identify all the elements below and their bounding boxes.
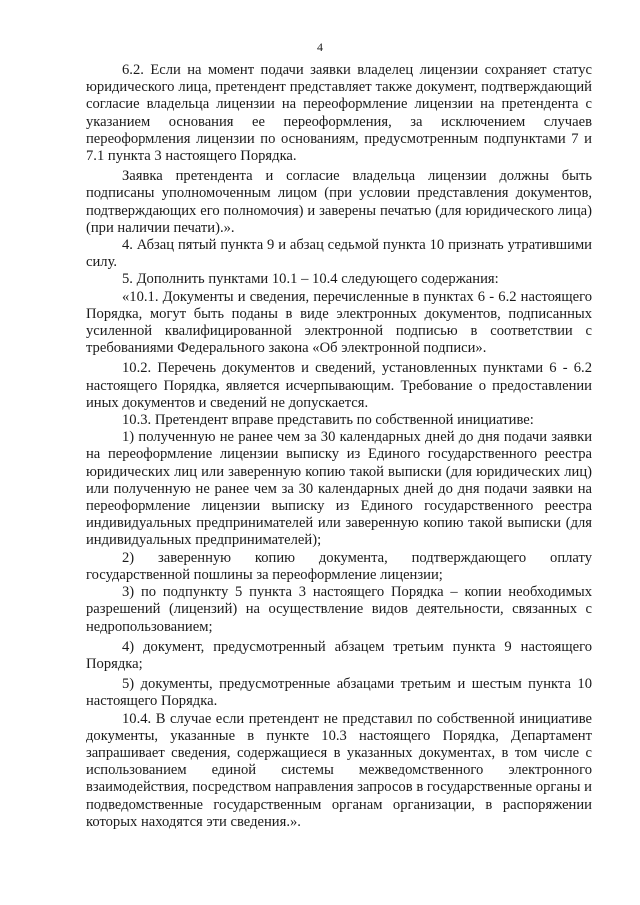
paragraph: «10.1. Документы и сведения, перечисленные в пунктах 6 - 6.2 настоящего Порядка, могут быть поданы в виде электронных документов, подписанных усиленной квалифицированной электронной подписью в соответствии с требованиями Федерального закона «Об электронной подписи». [86, 288, 592, 357]
list-item: 1) полученную не ранее чем за 30 календарных дней до дня подачи заявки на переоформление лицензии выписку из Единого государственного реестра юридических лиц или заверенную копию такой выписки (для юридических лиц) или полученную не ранее чем за 30 календарных дней до дня подачи заявки на переоформление лицензии выписку из Единого государственного реестра индивидуальных предпринимателей или заверенную копию такой выписки (для индивидуальных предпринимателей); [86, 429, 592, 549]
page-number: 4 [317, 40, 323, 54]
list-item: 2) заверенную копию документа, подтверждающего оплату государственной пошлины за переоформление лицензии; [86, 549, 592, 583]
paragraph: Заявка претендента и согласие владельца лицензии должны быть подписаны уполномоченным лицом (при условии представления документов, подтверждающих его полномочия) и заверены печатью (для юридического лица) (при наличии печати).». [86, 168, 592, 236]
list-item: 4) документ, предусмотренный абзацем третьим пункта 9 настоящего Порядка; [86, 638, 592, 672]
paragraph: 5. Дополнить пунктами 10.1 – 10.4 следующего содержания: [122, 271, 499, 288]
list-item: 5) документы, предусмотренные абзацами третьим и шестым пункта 10 настоящего Порядка. [86, 676, 592, 710]
list-item: 3) по подпункту 5 пункта 3 настоящего Порядка – копии необходимых разрешений (лицензий) на осуществление видов деятельности, связанных с недропользованием; [86, 584, 592, 635]
paragraph: 4. Абзац пятый пункта 9 и абзац седьмой пункта 10 признать утратившими силу. [86, 237, 592, 271]
paragraph: 10.4. В случае если претендент не представил по собственной инициативе документы, указанные в пункте 10.3 настоящего Порядка, Департамент запрашивает сведения, содержащиеся в указанных документах, в том числе с использованием единой системы межведомственного электронного взаимодействия, посредством направления запросов в государственные органы и подведомственные государственным органам организации, в распоряжении которых находятся эти сведения.». [86, 710, 592, 830]
paragraph: 10.2. Перечень документов и сведений, установленных пунктами 6 - 6.2 настоящего Порядка, является исчерпывающим. Требование о предоставлении иных документов и сведений не допускается. [86, 360, 592, 411]
document-body [86, 62, 592, 831]
paragraph: 6.2. Если на момент подачи заявки владелец лицензии сохраняет статус юридического лица, претендент представляет также документ, подтверждающий согласие владельца лицензии на переоформление лицензии на претендента с указанием основания ее переоформления, за исключением случаев переоформления лицензии по основаниям, предусмотренным подпунктами 7 и 7.1 пункта 3 настоящего Порядка. [86, 62, 592, 165]
paragraph: 10.3. Претендент вправе представить по собственной инициативе: [122, 412, 534, 429]
